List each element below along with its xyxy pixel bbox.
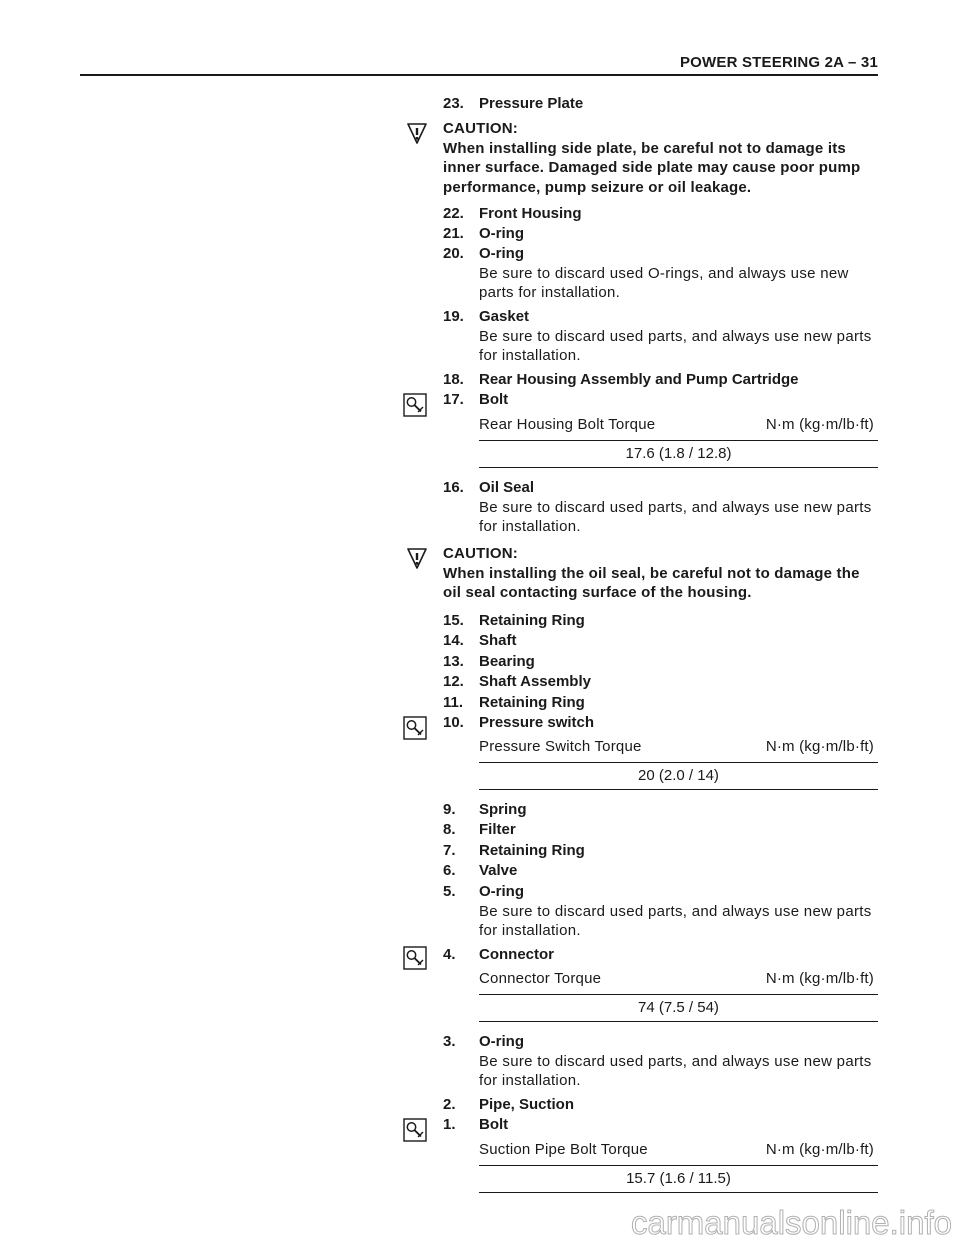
torque-wrench-icon [403, 946, 427, 970]
caution-side-plate [443, 119, 879, 197]
step-3 [443, 1032, 883, 1090]
spec-label: Rear Housing Bolt Torque [479, 416, 656, 433]
step-title: O-ring [479, 882, 524, 900]
step-title: Rear Housing Assembly and Pump Cartridge [479, 371, 799, 388]
step-title: Front Housing [479, 205, 582, 222]
steps-2-1 [443, 1095, 883, 1135]
spec-label: Connector Torque [479, 970, 602, 987]
svg-text:carmanualsonline.info: carmanualsonline.info [630, 1204, 952, 1241]
spec-rule [479, 1192, 878, 1193]
caution-label: CAUTION: [443, 545, 518, 562]
step-number: 15. [443, 612, 464, 629]
step-title: Retaining Ring [479, 841, 585, 859]
step-title: Pressure switch [479, 713, 595, 731]
torque-wrench-icon [403, 393, 427, 417]
step-number: 14. [443, 632, 464, 650]
step-number: 23. [443, 95, 464, 112]
steps-18-17 [443, 370, 883, 410]
step-title: Retaining Ring [479, 612, 585, 629]
step-note: Be sure to discard used parts, and always use new parts for installation. [479, 902, 872, 939]
step-note: Be sure to discard used parts, and always use new parts for installation. [479, 328, 872, 364]
step-title: O-ring [479, 225, 524, 242]
step-number: 3. [443, 1033, 456, 1050]
step-title: Pressure Plate [479, 95, 584, 112]
step-title: Retaining Ring [479, 693, 585, 711]
step-title: Filter [479, 821, 516, 839]
step-number: 7. [443, 841, 456, 859]
step-title: Shaft Assembly [479, 673, 591, 691]
step-number: 8. [443, 821, 456, 839]
step-number: 10. [443, 713, 464, 731]
spec-value: 17.6 (1.8 / 12.8) [625, 445, 732, 462]
spec-unit: N·m (kg·m/lb·ft) [765, 416, 874, 433]
spec-unit: N·m (kg·m/lb·ft) [765, 970, 874, 987]
spec-unit: N·m (kg·m/lb·ft) [765, 738, 874, 755]
spec-rule [479, 789, 878, 790]
step-number: 4. [443, 946, 456, 963]
step-number: 1. [443, 1116, 456, 1133]
steps-22-19 [443, 204, 883, 365]
step-note: Be sure to discard used O-rings, and always use new parts for installation. [479, 265, 849, 301]
step-title: Connector [479, 946, 554, 963]
step-number: 13. [443, 652, 464, 670]
step-title: Shaft [479, 632, 517, 650]
step-number: 20. [443, 245, 464, 262]
step-number: 6. [443, 862, 456, 880]
caution-oil-seal [443, 544, 879, 603]
caution-label: CAUTION: [443, 120, 518, 137]
spec-unit: N·m (kg·m/lb·ft) [765, 1141, 874, 1158]
step-number: 22. [443, 205, 464, 222]
spec-label: Pressure Switch Torque [479, 738, 642, 755]
spec-rule [479, 762, 878, 763]
step-title: Bolt [479, 391, 509, 408]
step-note: Be sure to discard used parts, and always use new parts for installation. [479, 1053, 872, 1089]
page-header: POWER STEERING 2A – 31 [679, 54, 878, 71]
steps-9-5 [443, 800, 883, 940]
step-4 [443, 945, 883, 965]
step-title: Gasket [479, 308, 530, 325]
spec-rule [479, 1165, 878, 1166]
watermark [600, 1203, 960, 1242]
step-23 [443, 94, 883, 114]
step-number: 16. [443, 479, 464, 496]
torque-wrench-icon [403, 716, 427, 740]
step-number: 9. [443, 801, 456, 818]
step-title: Bearing [479, 652, 535, 670]
step-16 [443, 478, 883, 536]
step-note: Be sure to discard used parts, and always use new parts for installation. [479, 499, 872, 535]
step-number: 21. [443, 225, 464, 242]
caution-triangle-icon [406, 547, 428, 569]
step-title: Oil Seal [479, 479, 535, 496]
torque-spec-pressure-switch [479, 737, 878, 784]
step-title: Valve [479, 862, 518, 880]
step-title: Spring [479, 801, 527, 818]
step-title: Bolt [479, 1116, 509, 1133]
steps-15-10 [443, 611, 883, 733]
spec-rule [479, 440, 878, 441]
torque-spec-connector [479, 969, 878, 1016]
caution-text: When installing side plate, be careful not to damage its inner surface. Damaged side plate may cause poor pump performance, pump seizure or oil leakage. [443, 139, 861, 196]
step-number: 5. [443, 882, 456, 900]
spec-value: 74 (7.5 / 54) [638, 999, 719, 1016]
torque-spec-suction-pipe-bolt [479, 1140, 878, 1187]
caution-text: When installing the oil seal, be careful not to damage the oil seal contacting surface of the housing. [443, 564, 860, 601]
spec-rule [479, 1021, 878, 1022]
step-number: 12. [443, 673, 464, 691]
step-title: O-ring [479, 245, 524, 262]
spec-rule [479, 467, 878, 468]
step-number: 2. [443, 1096, 456, 1113]
header-rule [80, 74, 878, 76]
step-number: 17. [443, 391, 464, 408]
torque-wrench-icon [403, 1118, 427, 1142]
step-number: 11. [443, 693, 464, 711]
step-title: O-ring [479, 1033, 524, 1050]
spec-value: 15.7 (1.6 / 11.5) [626, 1170, 731, 1187]
spec-label: Suction Pipe Bolt Torque [479, 1141, 648, 1158]
caution-triangle-icon [406, 122, 428, 144]
spec-rule [479, 994, 878, 995]
step-number: 19. [443, 308, 464, 325]
spec-value: 20 (2.0 / 14) [638, 767, 719, 784]
step-number: 18. [443, 371, 464, 388]
step-title: Pipe, Suction [479, 1096, 575, 1113]
torque-spec-rear-housing-bolt [479, 415, 878, 462]
